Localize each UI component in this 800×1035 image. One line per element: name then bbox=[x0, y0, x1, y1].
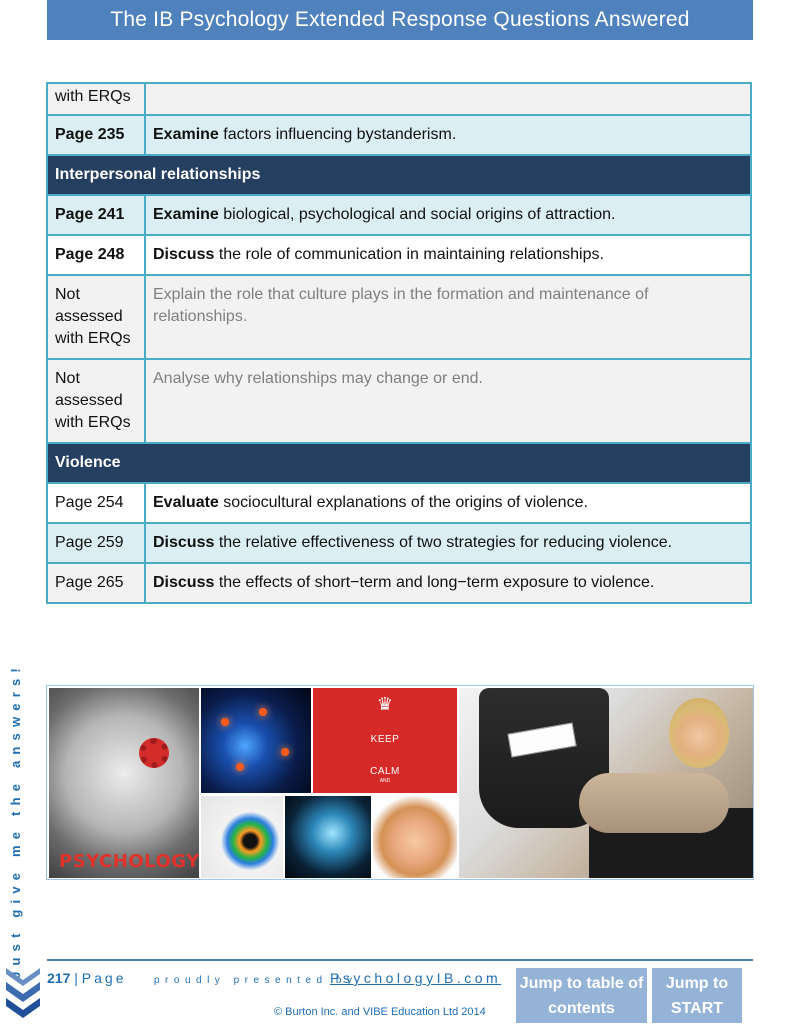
question-cell bbox=[145, 275, 751, 359]
presented-by: proudly presented by bbox=[154, 975, 358, 986]
crown-icon: ♛ bbox=[376, 694, 394, 714]
question-text: the relative effectiveness of two strategies for reducing violence. bbox=[214, 534, 673, 551]
brain-head-image bbox=[49, 688, 199, 878]
question-text: factors influencing bystanderism. bbox=[218, 126, 457, 143]
question-cell bbox=[145, 523, 751, 563]
table-row bbox=[47, 115, 751, 155]
question-cell bbox=[145, 483, 751, 523]
jump-to-start-button[interactable]: Jump to START bbox=[652, 968, 742, 1023]
table-row bbox=[47, 483, 751, 523]
section-header-label: Interpersonal relationships bbox=[47, 155, 751, 195]
psychology-image-collage bbox=[46, 685, 754, 880]
question-cell bbox=[145, 83, 751, 115]
table-row bbox=[47, 275, 751, 359]
question-cell bbox=[145, 563, 751, 603]
command-term: Discuss bbox=[153, 534, 215, 551]
page-separator: | bbox=[70, 970, 82, 986]
keep-calm-line2: CALM bbox=[370, 766, 400, 777]
erq-table-body bbox=[47, 83, 751, 603]
question-text: the role of communication in maintaining relationships. bbox=[214, 246, 604, 263]
command-term: Evaluate bbox=[153, 494, 219, 511]
keep-calm-line3: AND bbox=[379, 778, 391, 784]
page-number bbox=[47, 970, 126, 986]
section-header-row bbox=[47, 443, 751, 483]
chevron-down-logo-icon bbox=[6, 968, 40, 1018]
question-text: Analyse why relationships may change or end. bbox=[153, 370, 483, 387]
page-reference-cell: Page 254 bbox=[47, 483, 145, 523]
page-reference-cell: Page 265 bbox=[47, 563, 145, 603]
question-cell bbox=[145, 359, 751, 443]
page-reference-cell: Page 259 bbox=[47, 523, 145, 563]
table-row bbox=[47, 563, 751, 603]
page-reference-cell: Not assessed with ERQs bbox=[47, 359, 145, 443]
table-row bbox=[47, 235, 751, 275]
section-header-label: Violence bbox=[47, 443, 751, 483]
question-cell bbox=[145, 235, 751, 275]
footer-divider bbox=[47, 959, 753, 961]
question-text: Explain the role that culture plays in the formation and maintenance of relationships. bbox=[153, 286, 649, 325]
command-term: Examine bbox=[153, 126, 219, 143]
question-text: the effects of short−term and long−term exposure to violence. bbox=[214, 574, 655, 591]
page-reference-cell: Page 235 bbox=[47, 115, 145, 155]
thinking-girl-image bbox=[373, 796, 457, 878]
question-text: biological, psychological and social origins of attraction. bbox=[218, 206, 616, 223]
head-image-label: PSYCHOLOGY bbox=[59, 851, 200, 872]
question-cell bbox=[145, 115, 751, 155]
jump-to-contents-button[interactable]: Jump to table of contents bbox=[516, 968, 647, 1023]
site-link[interactable]: PsychologyIB.com bbox=[330, 970, 502, 986]
xray-head-image bbox=[285, 796, 371, 878]
table-row bbox=[47, 523, 751, 563]
copyright: © Burton Inc. and VIBE Education Ltd 2014 bbox=[274, 1006, 486, 1018]
page-header bbox=[47, 0, 753, 40]
gear-icon bbox=[139, 738, 169, 768]
command-term: Discuss bbox=[153, 574, 215, 591]
eye-image bbox=[201, 796, 283, 878]
neuron-image bbox=[201, 688, 311, 793]
command-term: Discuss bbox=[153, 246, 215, 263]
sidebar-tagline: Just give me the answers! bbox=[7, 661, 23, 979]
page-reference-cell: with ERQs bbox=[47, 83, 145, 115]
page-reference-cell: Page 248 bbox=[47, 235, 145, 275]
page-word: Page bbox=[81, 970, 127, 986]
table-row bbox=[47, 195, 751, 235]
header-title: The IB Psychology Extended Response Questions Answered bbox=[110, 8, 690, 31]
therapy-session-image bbox=[459, 688, 753, 878]
keep-calm-poster bbox=[313, 688, 457, 793]
table-row bbox=[47, 83, 751, 115]
erq-table bbox=[46, 82, 752, 604]
page-number-value: 217 bbox=[47, 970, 71, 986]
question-cell bbox=[145, 195, 751, 235]
table-row bbox=[47, 359, 751, 443]
sidebar-tagline-container bbox=[3, 661, 27, 979]
command-term: Examine bbox=[153, 206, 219, 223]
page-reference-cell: Not assessed with ERQs bbox=[47, 275, 145, 359]
keep-calm-line1: KEEP bbox=[370, 734, 400, 745]
section-header-row bbox=[47, 155, 751, 195]
question-text: sociocultural explanations of the origins of violence. bbox=[218, 494, 588, 511]
page-reference-cell: Page 241 bbox=[47, 195, 145, 235]
